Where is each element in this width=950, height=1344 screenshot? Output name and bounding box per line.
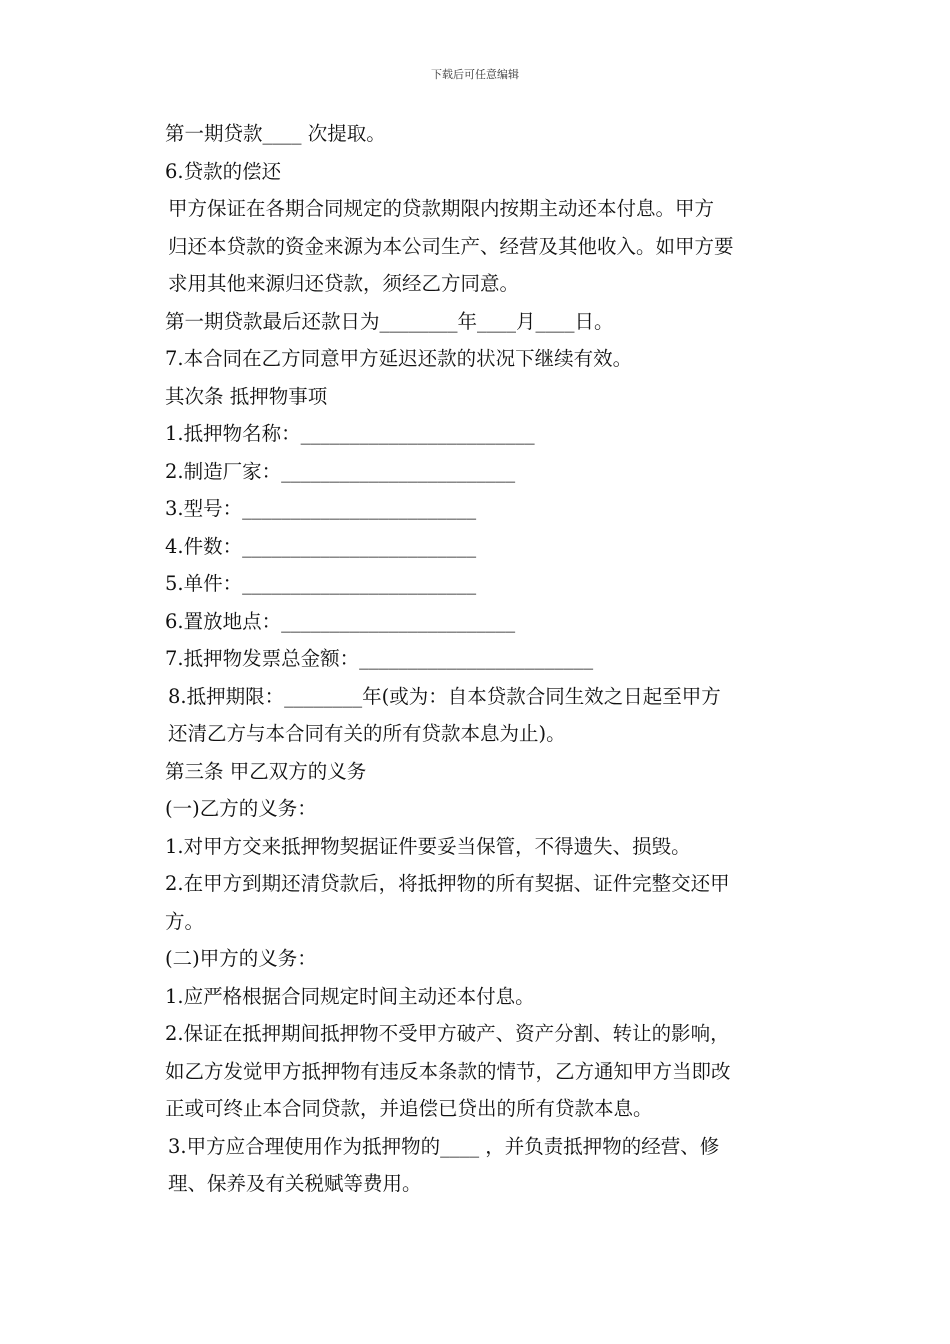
subheading-party-b-obligations: (一)乙方的义务： bbox=[165, 797, 317, 820]
field-manufacturer: 2.制造厂家：________________________ bbox=[165, 459, 516, 483]
paragraph-party-b-duty-2: 2.在甲方到期还清贷款后，将抵押物的所有契据、证件完整交还甲 方。 bbox=[165, 872, 730, 933]
paragraph-repayment-guarantee: 甲方保证在各期合同规定的贷款期限内按期主动还本付息。甲方 归还本贷款的资金来源为本公司生产、经营及其他收入。如甲方要 求用其他来源归还贷款，须经乙方同意。 bbox=[168, 197, 734, 295]
subheading-party-a-obligations: (二)甲方的义务： bbox=[165, 947, 317, 970]
field-invoice-total: 7.抵押物发票总金额：________________________ bbox=[165, 647, 594, 670]
page-header: 下载后可任意编辑 bbox=[431, 68, 519, 81]
field-mortgage-term: 8.抵押期限：________年(或为：自本贷款合同生效之日起至甲方 还清乙方与本合同有关的所有贷款本息为止)。 bbox=[168, 684, 721, 745]
paragraph-final-repayment-date: 第一期贷款最后还款日为________年____月____日。 bbox=[165, 309, 614, 333]
paragraph-party-a-duty-1: 1.应严格根据合同规定时间主动还本付息。 bbox=[165, 984, 535, 1008]
document-body bbox=[146, 115, 811, 1203]
field-collateral-name: 1.抵押物名称：________________________ bbox=[165, 422, 535, 445]
paragraph-party-a-duty-2: 2.保证在抵押期间抵押物不受甲方破产、资产分割、转让的影响， 如乙方发觉甲方抵押物有违反本条款的情节，乙方通知甲方当即改 正或可终止本合同贷款，并追偿已贷出的所有贷款本息。 bbox=[165, 1022, 731, 1120]
paragraph-contract-validity: 7.本合同在乙方同意甲方延迟还款的状况下继续有效。 bbox=[165, 347, 633, 370]
field-model: 3.型号：________________________ bbox=[165, 497, 477, 520]
paragraph-party-a-duty-3: 3.甲方应合理使用作为抵押物的____ ，并负责抵押物的经营、修 理、保养及有关税赋等费用。 bbox=[168, 1134, 720, 1195]
field-location: 6.置放地点：________________________ bbox=[165, 609, 516, 633]
article-heading-collateral: 其次条 抵押物事项 bbox=[165, 384, 328, 408]
paragraph-installment-count: 第一期贷款____ 次提取。 bbox=[165, 122, 386, 145]
paragraph-party-b-duty-1: 1.对甲方交来抵押物契据证件要妥当保管，不得遗失、损毁。 bbox=[165, 834, 691, 858]
article-heading-obligations: 第三条 甲乙双方的义务 bbox=[165, 759, 367, 783]
field-quantity: 4.件数：________________________ bbox=[165, 534, 477, 558]
field-unit: 5.单件：________________________ bbox=[165, 572, 477, 595]
section-heading-repayment: 6.贷款的偿还 bbox=[165, 159, 282, 183]
